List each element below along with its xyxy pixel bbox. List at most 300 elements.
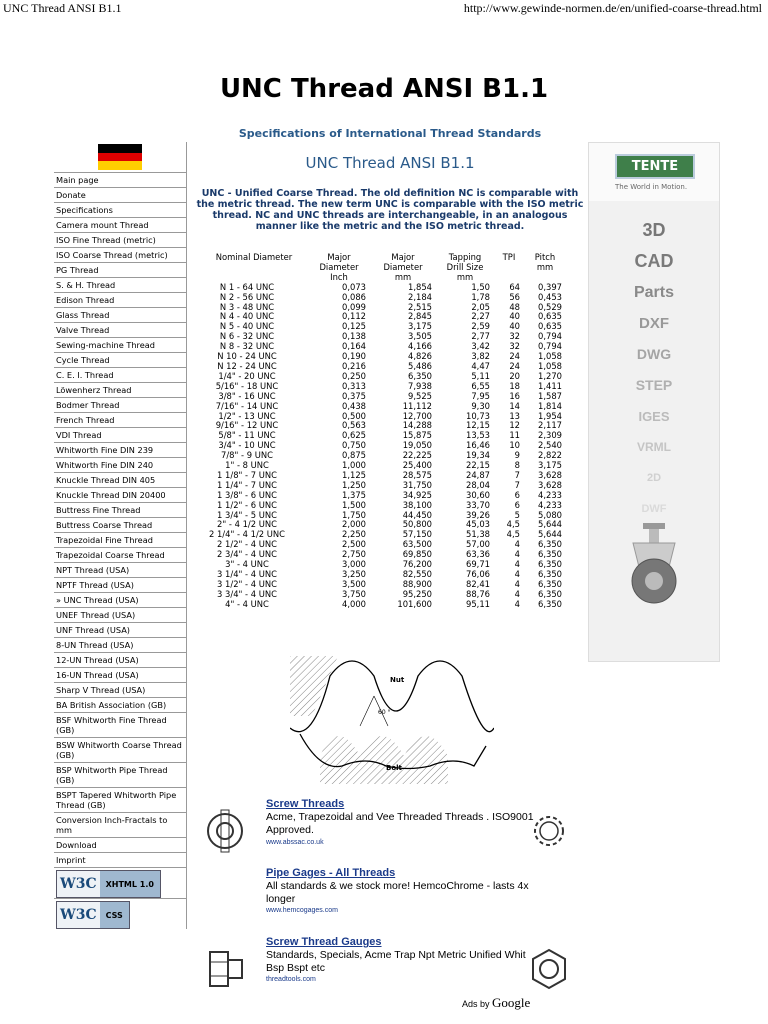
table-cell: 6,350 bbox=[538, 569, 562, 579]
banner-word: IGES bbox=[638, 409, 670, 424]
sidebar-item[interactable]: Sewing-machine Thread bbox=[54, 337, 186, 352]
german-flag-icon[interactable] bbox=[98, 144, 142, 170]
table-cell: 3,175 bbox=[538, 460, 562, 471]
column-header: Pitch mm bbox=[534, 252, 556, 272]
table-cell: 0,138 bbox=[342, 331, 366, 342]
table-cell: 7 bbox=[514, 469, 520, 480]
table-cell: 31,750 bbox=[402, 479, 432, 490]
sidebar-item[interactable]: Whitworth Fine DIN 240 bbox=[54, 457, 186, 472]
gear-icon bbox=[526, 808, 572, 854]
sidebar-item[interactable]: Buttress Fine Thread bbox=[54, 502, 186, 517]
table-cell: 4,233 bbox=[538, 489, 562, 500]
table-cell: 1,78 bbox=[471, 291, 490, 302]
table-cell: 1,375 bbox=[342, 489, 366, 500]
table-cell: 11,112 bbox=[402, 400, 432, 411]
table-cell: N 1 - 64 UNC bbox=[219, 281, 275, 292]
table-cell: 6,350 bbox=[538, 578, 562, 589]
table-cell: 6,350 bbox=[538, 559, 562, 570]
sidebar-item[interactable]: Donate bbox=[54, 187, 186, 202]
table-cell: 0,313 bbox=[342, 380, 366, 391]
sidebar-item[interactable]: Trapezoidal Fine Thread bbox=[54, 532, 186, 547]
thread-profile-diagram bbox=[290, 656, 494, 784]
table-cell: 0,625 bbox=[342, 430, 366, 441]
table-cell: 4 bbox=[514, 588, 520, 599]
table-cell: 0,794 bbox=[538, 341, 562, 352]
table-cell: 19,050 bbox=[402, 440, 432, 451]
table-cell: 16 bbox=[509, 390, 520, 401]
table-cell: 1 1/8" - 7 UNC bbox=[217, 469, 277, 480]
table-cell: 2,540 bbox=[538, 440, 562, 451]
table-cell: 10,73 bbox=[466, 410, 490, 421]
table-cell: N 4 - 40 UNC bbox=[219, 311, 275, 322]
table-cell: 50,800 bbox=[402, 519, 432, 530]
table-cell: 6,350 bbox=[538, 539, 562, 550]
banner-word: DWF bbox=[641, 503, 667, 515]
table-cell: 0,397 bbox=[538, 281, 562, 292]
table-cell: 4 bbox=[514, 559, 520, 570]
table-cell: 57,150 bbox=[402, 529, 432, 540]
table-cell: 88,76 bbox=[466, 588, 490, 599]
table-cell: 1,50 bbox=[471, 281, 490, 292]
banner-word: Parts bbox=[633, 284, 675, 301]
table-cell: 1,587 bbox=[538, 390, 562, 401]
w3c-xhtml-badge[interactable]: W3C XHTML 1.0 bbox=[54, 867, 186, 898]
table-cell: 14 bbox=[509, 400, 520, 411]
bolt-label: Bolt bbox=[386, 764, 402, 772]
sidebar-item[interactable]: BSP Whitworth Pipe Thread (GB) bbox=[54, 762, 186, 787]
table-cell: 6,55 bbox=[471, 380, 490, 391]
table-cell: 76,06 bbox=[466, 569, 490, 579]
table-cell: 6,350 bbox=[538, 588, 562, 599]
table-cell: 1,854 bbox=[408, 281, 432, 292]
table-cell: 9,525 bbox=[408, 390, 432, 401]
table-row bbox=[200, 600, 566, 610]
ad-screw-thread-gauges bbox=[196, 934, 586, 1003]
table-cell: 51,38 bbox=[466, 529, 490, 540]
column-header: Major Diameter Inch bbox=[319, 252, 359, 282]
table-cell: 12,700 bbox=[402, 410, 432, 421]
sidebar-item[interactable]: Specifications bbox=[54, 202, 186, 217]
table-cell: 3 1/4" - 4 UNC bbox=[217, 569, 277, 579]
table-cell: 7,938 bbox=[408, 380, 432, 391]
table-cell: 3,750 bbox=[342, 588, 366, 599]
table-cell: 1 1/2" - 6 UNC bbox=[217, 499, 277, 510]
sidebar-item[interactable]: PG Thread bbox=[54, 262, 186, 277]
table-cell: 3,000 bbox=[342, 559, 366, 570]
table-cell: 0,073 bbox=[342, 281, 366, 292]
table-cell: 28,04 bbox=[466, 479, 490, 490]
table-cell: 5,644 bbox=[538, 519, 562, 530]
sidebar-item[interactable]: 12-UN Thread (USA) bbox=[54, 652, 186, 667]
table-cell: 4 bbox=[514, 569, 520, 579]
sidebar-item[interactable]: Camera mount Thread bbox=[54, 217, 186, 232]
sidebar-item[interactable]: BSPT Tapered Whitworth Pipe Thread (GB) bbox=[54, 787, 186, 812]
sidebar-nav bbox=[54, 142, 187, 929]
tente-logo: TENTE bbox=[615, 154, 695, 179]
table-cell: 5/16" - 18 UNC bbox=[215, 380, 279, 391]
caster-wheel-icon bbox=[619, 523, 689, 613]
table-cell: 3/8" - 16 UNC bbox=[218, 390, 276, 401]
ad-screw-threads bbox=[196, 796, 586, 865]
nav-list bbox=[54, 172, 186, 867]
table-cell: 1" - 8 UNC bbox=[225, 460, 269, 471]
table-cell: 2 1/4" - 4 1/2 UNC bbox=[208, 529, 286, 540]
hex-nut-icon bbox=[526, 946, 572, 992]
table-cell: N 2 - 56 UNC bbox=[219, 291, 275, 302]
sidebar-item[interactable]: Trapezoidal Coarse Thread bbox=[54, 547, 186, 562]
table-cell: 0,164 bbox=[342, 341, 366, 352]
intro-text: UNC - Unified Coarse Thread. The old definition NC is comparable with the metric thread. The new term UNC is comparable with the ISO metric thread. NC and UNC threads are interchangeable, in an analogous manner like the metric and the ISO metric thread. bbox=[196, 188, 584, 232]
table-cell: 5,486 bbox=[408, 360, 432, 371]
table-cell: 2 1/2" - 4 UNC bbox=[217, 539, 277, 550]
table-cell: 82,550 bbox=[402, 569, 432, 579]
table-cell: 4 bbox=[514, 549, 520, 560]
table-cell: N 8 - 32 UNC bbox=[219, 341, 275, 352]
table-cell: 3,500 bbox=[342, 578, 366, 589]
table-cell: 1,500 bbox=[342, 499, 366, 510]
table-cell: 2" - 4 1/2 UNC bbox=[217, 519, 277, 530]
table-cell: 4,47 bbox=[471, 360, 490, 371]
banner-word: 3D bbox=[642, 220, 666, 240]
table-cell: 2,184 bbox=[408, 291, 432, 302]
table-cell: 12 bbox=[509, 420, 520, 431]
table-cell: 2,250 bbox=[342, 529, 366, 540]
banner-word: 2D bbox=[646, 472, 662, 484]
banner-word: DWG bbox=[636, 346, 672, 362]
banner-word: VRML bbox=[637, 440, 671, 454]
table-cell: 0,750 bbox=[342, 440, 366, 451]
ad-url-link[interactable]: threadtools.com bbox=[266, 976, 316, 983]
table-cell: 7 bbox=[514, 479, 520, 490]
ads-by-google[interactable]: Ads by Google bbox=[462, 995, 531, 1010]
table-cell: 8 bbox=[514, 460, 520, 471]
table-cell: 10 bbox=[509, 440, 520, 451]
table-cell: 15,875 bbox=[402, 430, 432, 441]
table-row bbox=[200, 402, 566, 412]
sidebar-item[interactable]: Main page bbox=[54, 172, 186, 187]
w3c-logo-icon: W3C bbox=[60, 876, 97, 892]
sidebar-item[interactable]: Whitworth Fine DIN 239 bbox=[54, 442, 186, 457]
table-cell: 1,411 bbox=[538, 380, 562, 391]
table-cell: 1,270 bbox=[538, 370, 562, 381]
ad-title-link[interactable]: Screw Thread Gauges bbox=[266, 936, 382, 948]
table-cell: 13,53 bbox=[466, 430, 490, 441]
table-cell: 0,438 bbox=[342, 400, 366, 411]
table-cell: 3/4" - 10 UNC bbox=[218, 440, 276, 451]
w3c-css-badge[interactable]: W3C CSS bbox=[54, 898, 186, 929]
table-cell: 3,628 bbox=[538, 469, 562, 480]
table-cell: 18 bbox=[509, 380, 520, 391]
sidebar-item[interactable]: Conversion Inch-Fractals to mm bbox=[54, 812, 186, 837]
ad-description: Standards, Specials, Acme Trap Npt Metric Unified Whit Bsp Bspt etc bbox=[266, 949, 526, 974]
table-cell: 1 1/4" - 7 UNC bbox=[217, 479, 277, 490]
table-cell: 2,309 bbox=[538, 430, 562, 441]
table-cell: 7,95 bbox=[471, 390, 490, 401]
table-cell: 1 3/8" - 6 UNC bbox=[217, 489, 277, 500]
page-title: UNC Thread ANSI B1.1 bbox=[219, 74, 549, 104]
table-cell: 7/16" - 14 UNC bbox=[215, 400, 279, 411]
sidebar-item[interactable]: Knuckle Thread DIN 405 bbox=[54, 472, 186, 487]
sidebar-item[interactable]: Download bbox=[54, 837, 186, 852]
sidebar-item[interactable]: C. E. I. Thread bbox=[54, 367, 186, 382]
table-cell: 4,233 bbox=[538, 499, 562, 510]
table-cell: 0,125 bbox=[342, 321, 366, 332]
table-cell: 5/8" - 11 UNC bbox=[218, 430, 276, 441]
table-cell: 2,117 bbox=[538, 420, 562, 431]
table-cell: 20 bbox=[509, 370, 520, 381]
site-subtitle: Specifications of International Thread Standards bbox=[238, 127, 542, 140]
ad-title-link[interactable]: Screw Threads bbox=[266, 798, 345, 810]
table-cell: 0,375 bbox=[342, 390, 366, 401]
table-cell: 5,11 bbox=[471, 370, 490, 381]
section-title: UNC Thread ANSI B1.1 bbox=[305, 154, 475, 172]
table-cell: 2,500 bbox=[342, 539, 366, 550]
table-cell: 1/4" - 20 UNC bbox=[218, 370, 276, 381]
table-cell: 28,575 bbox=[402, 469, 432, 480]
table-cell: 0,250 bbox=[342, 370, 366, 381]
banner-word: STEP bbox=[635, 377, 673, 393]
table-cell: 76,200 bbox=[402, 559, 432, 570]
table-cell: N 6 - 32 UNC bbox=[219, 331, 275, 342]
table-cell: 1/2" - 13 UNC bbox=[218, 410, 276, 421]
table-cell: 2 3/4" - 4 UNC bbox=[217, 549, 277, 560]
sidebar-item[interactable]: French Thread bbox=[54, 412, 186, 427]
thread-table bbox=[200, 253, 566, 610]
sidebar-item[interactable]: ISO Fine Thread (metric) bbox=[54, 232, 186, 247]
sidebar-item[interactable]: Sharp V Thread (USA) bbox=[54, 682, 186, 697]
table-cell: 44,450 bbox=[402, 509, 432, 520]
banner-word: DXF bbox=[639, 315, 669, 332]
table-cell: 3 1/2" - 4 UNC bbox=[217, 578, 277, 589]
sidebar-item[interactable]: Glass Thread bbox=[54, 307, 186, 322]
table-cell: 32 bbox=[509, 341, 520, 352]
table-cell: 2,59 bbox=[471, 321, 490, 332]
table-cell: 24,87 bbox=[466, 469, 490, 480]
table-cell: 0,500 bbox=[342, 410, 366, 421]
table-cell: 22,15 bbox=[466, 460, 490, 471]
banner-word: CAD bbox=[634, 251, 674, 271]
column-header: Nominal Diameter bbox=[215, 252, 293, 262]
table-cell: 16,46 bbox=[466, 440, 490, 451]
bolt-nut-icon bbox=[202, 808, 248, 854]
table-cell: N 12 - 24 UNC bbox=[217, 360, 277, 371]
table-cell: 57,00 bbox=[466, 539, 490, 550]
table-cell: 1,814 bbox=[538, 400, 562, 411]
table-cell: 63,500 bbox=[402, 539, 432, 550]
table-cell: 4,5 bbox=[506, 529, 520, 540]
table-cell: 2,05 bbox=[471, 301, 490, 312]
table-cell: N 10 - 24 UNC bbox=[217, 351, 277, 362]
table-cell: 3,175 bbox=[408, 321, 432, 332]
table-cell: 0,099 bbox=[342, 301, 366, 312]
hex-bolt-icon bbox=[202, 946, 248, 992]
table-cell: 1,954 bbox=[538, 410, 562, 421]
table-cell: 82,41 bbox=[466, 578, 490, 589]
sidebar-item[interactable]: Löwenherz Thread bbox=[54, 382, 186, 397]
table-cell: 0,190 bbox=[342, 351, 366, 362]
sidebar-item[interactable]: Valve Thread bbox=[54, 322, 186, 337]
column-header: Major Diameter mm bbox=[383, 252, 423, 282]
sidebar-item[interactable]: 16-UN Thread (USA) bbox=[54, 667, 186, 682]
table-cell: 24 bbox=[509, 360, 520, 371]
table-cell: 4,826 bbox=[408, 351, 432, 362]
sidebar-item[interactable]: Bodmer Thread bbox=[54, 397, 186, 412]
table-cell: 12,15 bbox=[466, 420, 490, 431]
table-cell: 40 bbox=[509, 321, 520, 332]
sidebar-item[interactable]: NPTF Thread (USA) bbox=[54, 577, 186, 592]
table-header-row bbox=[200, 253, 566, 283]
sidebar-item[interactable]: » UNC Thread (USA) bbox=[54, 592, 186, 607]
google-logo-icon: Google bbox=[492, 995, 531, 1010]
sidebar-item[interactable]: UNF Thread (USA) bbox=[54, 622, 186, 637]
ad-title-link[interactable]: Pipe Gages - All Threads bbox=[266, 867, 396, 879]
table-cell: 2,77 bbox=[471, 331, 490, 342]
sidebar-item[interactable]: S. & H. Thread bbox=[54, 277, 186, 292]
table-cell: 25,400 bbox=[402, 460, 432, 471]
table-cell: 1,058 bbox=[538, 360, 562, 371]
sidebar-item[interactable]: Edison Thread bbox=[54, 292, 186, 307]
ad-description: All standards & we stock more! HemcoChrome - lasts 4x longer bbox=[266, 880, 529, 905]
table-cell: 1,750 bbox=[342, 509, 366, 520]
table-cell: 4,000 bbox=[342, 598, 366, 609]
sidebar-item[interactable]: VDI Thread bbox=[54, 427, 186, 442]
table-cell: 2,515 bbox=[408, 301, 432, 312]
ad-description: Acme, Trapezoidal and Vee Threaded Threads . ISO9001 Approved. bbox=[266, 811, 534, 836]
sidebar-item[interactable]: Knuckle Thread DIN 20400 bbox=[54, 487, 186, 502]
table-cell: 2,750 bbox=[342, 549, 366, 560]
table-cell: 0,453 bbox=[538, 291, 562, 302]
table-cell: 9 bbox=[514, 450, 520, 461]
ad-url-link[interactable]: www.abssac.co.uk bbox=[266, 839, 324, 846]
table-cell: 6,350 bbox=[538, 549, 562, 560]
table-cell: 13 bbox=[509, 410, 520, 421]
table-cell: 9/16" - 12 UNC bbox=[215, 420, 279, 431]
table-cell: 38,100 bbox=[402, 499, 432, 510]
table-cell: 4,5 bbox=[506, 519, 520, 530]
column-header: Tapping Drill Size mm bbox=[446, 252, 484, 282]
table-cell: 4,166 bbox=[408, 341, 432, 352]
table-cell: 0,112 bbox=[342, 311, 366, 322]
table-cell: 4 bbox=[514, 578, 520, 589]
table-cell: 69,850 bbox=[402, 549, 432, 560]
table-cell: 101,600 bbox=[397, 598, 432, 609]
ads-block bbox=[196, 796, 586, 1003]
table-cell: 6,350 bbox=[408, 370, 432, 381]
ad-url-link[interactable]: www.hemcogages.com bbox=[266, 907, 338, 914]
sidebar-item[interactable]: 8-UN Thread (USA) bbox=[54, 637, 186, 652]
table-cell: 0,635 bbox=[538, 321, 562, 332]
table-cell: 0,529 bbox=[538, 301, 562, 312]
table-cell: 0,635 bbox=[538, 311, 562, 322]
print-header-title: UNC Thread ANSI B1.1 bbox=[3, 1, 122, 15]
table-cell: 39,26 bbox=[466, 509, 490, 520]
table-cell: 19,34 bbox=[466, 450, 490, 461]
table-cell: 0,875 bbox=[342, 450, 366, 461]
table-cell: 3,42 bbox=[471, 341, 490, 352]
sidebar-item[interactable]: Cycle Thread bbox=[54, 352, 186, 367]
table-cell: 4" - 4 UNC bbox=[225, 598, 269, 609]
ad-pipe-gages bbox=[196, 865, 586, 934]
table-cell: 48 bbox=[509, 301, 520, 312]
nut-label: Nut bbox=[390, 676, 405, 684]
table-cell: 6 bbox=[514, 489, 520, 500]
table-cell: 1,125 bbox=[342, 469, 366, 480]
table-cell: 3" - 4 UNC bbox=[225, 559, 269, 570]
table-cell: N 3 - 48 UNC bbox=[219, 301, 275, 312]
sidebar-item[interactable]: BA British Association (GB) bbox=[54, 697, 186, 712]
table-cell: 95,11 bbox=[466, 598, 490, 609]
column-header: TPI bbox=[502, 252, 516, 262]
print-header-url: http://www.gewinde-normen.de/en/unified-coarse-thread.html bbox=[463, 1, 762, 15]
table-cell: 11 bbox=[509, 430, 520, 441]
sidebar-item[interactable]: NPT Thread (USA) bbox=[54, 562, 186, 577]
table-cell: 6,350 bbox=[538, 598, 562, 609]
table-cell: 5,080 bbox=[538, 509, 562, 520]
table-cell: 56 bbox=[509, 291, 520, 302]
table-cell: 4 bbox=[514, 539, 520, 550]
table-cell: 2,27 bbox=[471, 311, 490, 322]
table-cell: 32 bbox=[509, 331, 520, 342]
table-cell: 3 3/4" - 4 UNC bbox=[217, 588, 277, 599]
w3c-logo-icon: W3C bbox=[60, 907, 97, 923]
table-cell: 95,250 bbox=[402, 588, 432, 599]
table-cell: 22,225 bbox=[402, 450, 432, 461]
table-cell: 1,058 bbox=[538, 351, 562, 362]
table-cell: 2,845 bbox=[408, 311, 432, 322]
sidebar-item[interactable]: BSF Whitworth Fine Thread (GB) bbox=[54, 712, 186, 737]
table-cell: 3,505 bbox=[408, 331, 432, 342]
table-cell: 14,288 bbox=[402, 420, 432, 431]
table-cell: 0,563 bbox=[342, 420, 366, 431]
table-cell: 1 3/4" - 5 UNC bbox=[217, 509, 277, 520]
table-cell: 34,925 bbox=[402, 489, 432, 500]
table-cell: 1,250 bbox=[342, 479, 366, 490]
sidebar-item[interactable]: ISO Coarse Thread (metric) bbox=[54, 247, 186, 262]
table-cell: 3,628 bbox=[538, 479, 562, 490]
angle-label: 60 ° bbox=[378, 709, 391, 716]
table-cell: 3,250 bbox=[342, 569, 366, 579]
table-cell: 63,36 bbox=[466, 549, 490, 560]
table-cell: 2,000 bbox=[342, 519, 366, 530]
sidebar-item[interactable]: Buttress Coarse Thread bbox=[54, 517, 186, 532]
table-cell: 33,70 bbox=[466, 499, 490, 510]
table-cell: 1,000 bbox=[342, 460, 366, 471]
tente-tagline: The World in Motion. bbox=[615, 183, 688, 191]
sidebar-item[interactable]: Imprint bbox=[54, 852, 186, 867]
table-cell: 40 bbox=[509, 311, 520, 322]
table-cell: 4 bbox=[514, 598, 520, 609]
table-cell: 0,794 bbox=[538, 331, 562, 342]
table-cell: 2,822 bbox=[538, 450, 562, 461]
table-cell: 6 bbox=[514, 499, 520, 510]
table-cell: 30,60 bbox=[466, 489, 490, 500]
table-cell: 24 bbox=[509, 351, 520, 362]
sidebar-item[interactable]: UNEF Thread (USA) bbox=[54, 607, 186, 622]
table-cell: 88,900 bbox=[402, 578, 432, 589]
sidebar-item[interactable]: BSW Whitworth Coarse Thread (GB) bbox=[54, 737, 186, 762]
table-cell: 3,82 bbox=[471, 351, 490, 362]
table-body bbox=[200, 283, 566, 610]
table-cell: 9,30 bbox=[471, 400, 490, 411]
table-cell: 5 bbox=[514, 509, 520, 520]
table-cell: 7/8" - 9 UNC bbox=[221, 450, 273, 461]
tente-banner-ad[interactable] bbox=[588, 142, 720, 662]
banner-words bbox=[589, 215, 719, 525]
table-cell: 64 bbox=[509, 281, 520, 292]
table-cell: 45,03 bbox=[466, 519, 490, 530]
table-cell: 69,71 bbox=[466, 559, 490, 570]
table-cell: 0,086 bbox=[342, 291, 366, 302]
